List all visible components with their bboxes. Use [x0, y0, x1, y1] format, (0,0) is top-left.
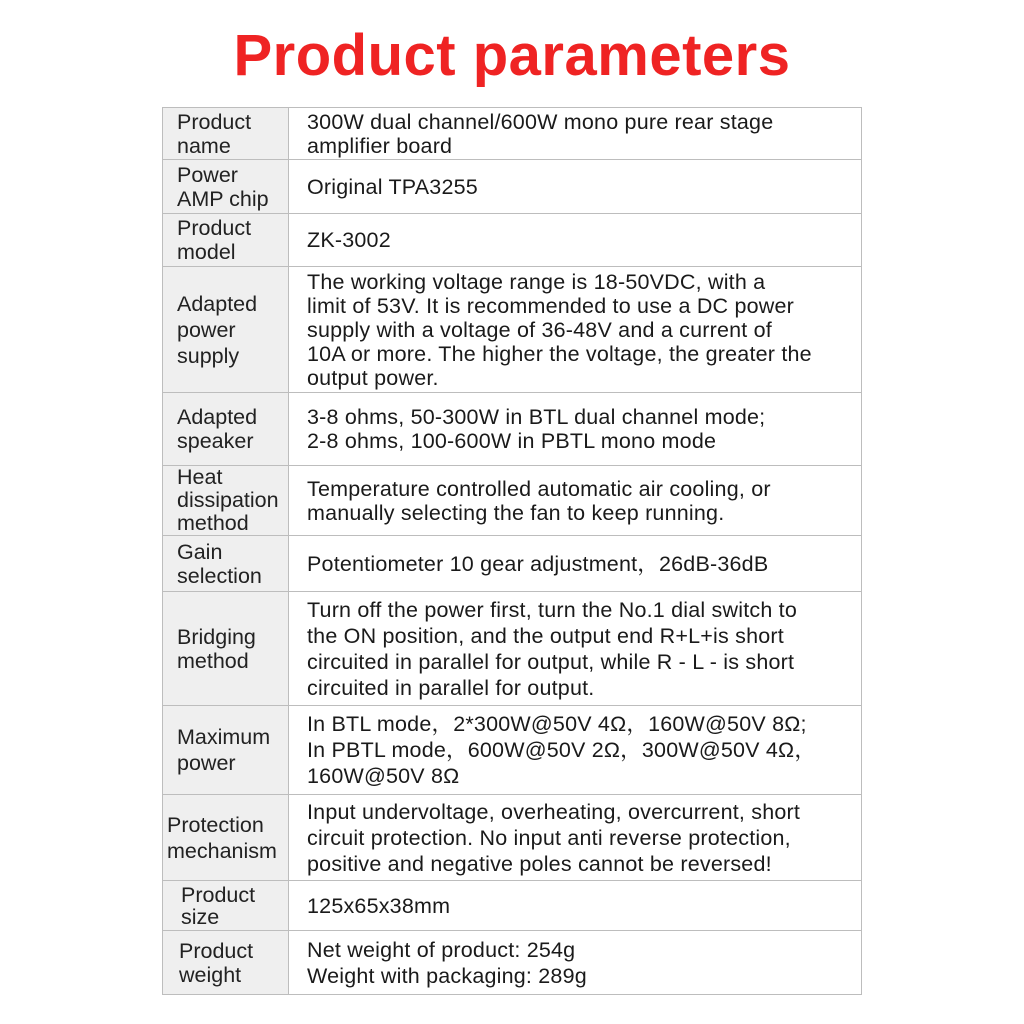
param-value: 300W dual channel/600W mono pure rear stage amplifier board [289, 108, 862, 160]
param-value: The working voltage range is 18-50VDC, with a limit of 53V. It is recommended to use a DC power supply with a voltage of 36-48V and a current of 10A or more. The higher the voltage, the greater the output power. [289, 267, 862, 393]
table-row [163, 706, 862, 795]
param-value: Net weight of product: 254g Weight with packaging: 289g [289, 931, 862, 995]
param-label: Adapted power supply [163, 267, 289, 393]
param-label: Product weight [163, 931, 289, 995]
table-row [163, 466, 862, 536]
table-row [163, 592, 862, 706]
param-label: Heat dissipation method [163, 466, 289, 536]
param-label: Adapted speaker [163, 393, 289, 466]
param-label: Gain selection [163, 536, 289, 592]
param-label: Maximum power [163, 706, 289, 795]
table-row [163, 160, 862, 214]
table-row [163, 881, 862, 931]
param-value: Turn off the power first, turn the No.1 dial switch to the ON position, and the output end R+L+is short circuited in parallel for output, while R - L - is short circuited in parallel for output. [289, 592, 862, 706]
table-row [163, 214, 862, 267]
param-label: Power AMP chip [163, 160, 289, 214]
table-row [163, 795, 862, 881]
param-label: Product model [163, 214, 289, 267]
param-value: Temperature controlled automatic air cooling, or manually selecting the fan to keep running. [289, 466, 862, 536]
table-row [163, 536, 862, 592]
param-value: ZK-3002 [289, 214, 862, 267]
table-row [163, 931, 862, 995]
param-value: Potentiometer 10 gear adjustment，26dB-36dB [289, 536, 862, 592]
page-title: Product parameters [233, 23, 791, 88]
param-label: Product size [163, 881, 289, 931]
param-value: 3-8 ohms, 50-300W in BTL dual channel mode; 2-8 ohms, 100-600W in PBTL mono mode [289, 393, 862, 466]
table-row [163, 108, 862, 160]
param-label: Bridging method [163, 592, 289, 706]
param-label: Product name [163, 108, 289, 160]
param-value: In BTL mode，2*300W@50V 4Ω，160W@50V 8Ω; In PBTL mode，600W@50V 2Ω，300W@50V 4Ω， 160W@50V 8Ω [289, 706, 862, 795]
table-row [163, 267, 862, 393]
param-value: 125x65x38mm [289, 881, 862, 931]
parameters-table [162, 107, 862, 995]
param-value: Original TPA3255 [289, 160, 862, 214]
table-row [163, 393, 862, 466]
param-label: Protection mechanism [163, 795, 289, 881]
param-value: Input undervoltage, overheating, overcurrent, short circuit protection. No input anti reverse protection, positive and negative poles cannot be reversed! [289, 795, 862, 881]
